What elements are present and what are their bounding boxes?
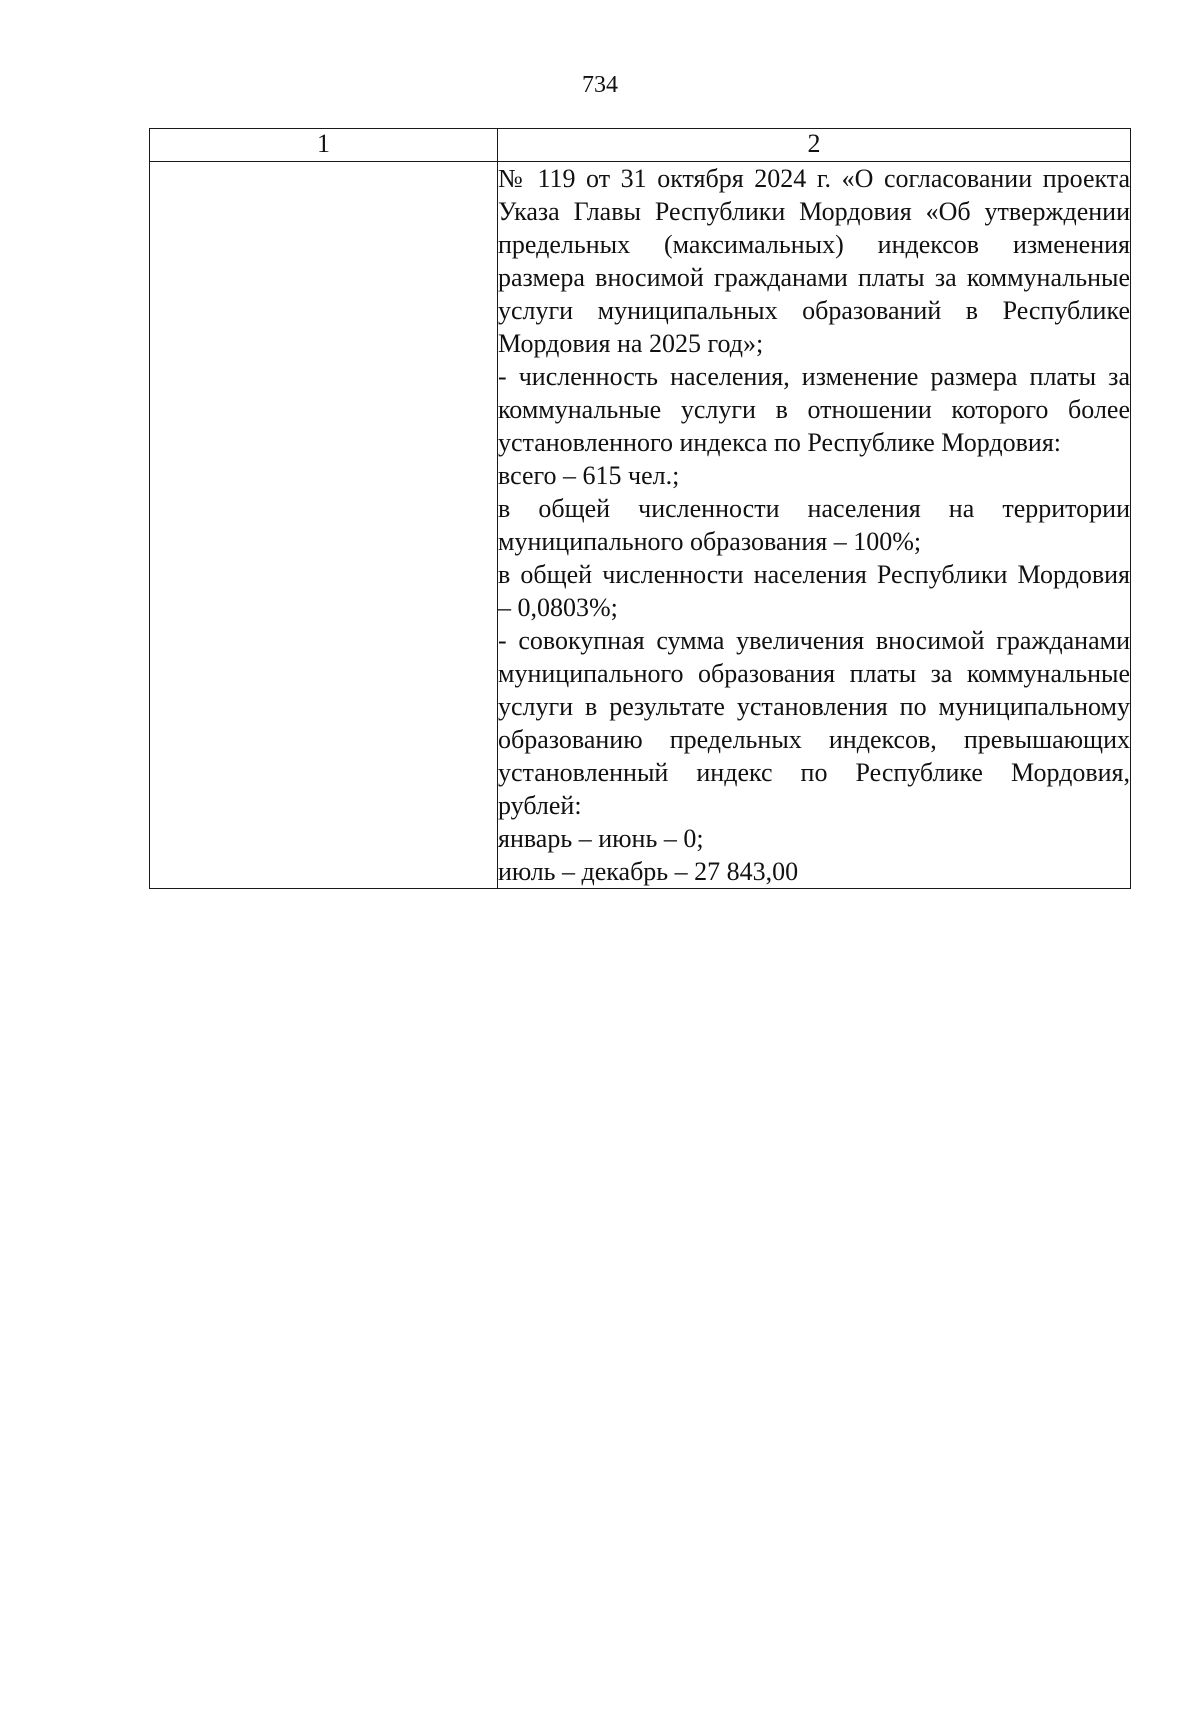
table-row — [150, 162, 1131, 889]
column-header-2: 2 — [498, 129, 1131, 162]
column-header-1: 1 — [150, 129, 498, 162]
population-total-line: всего – 615 чел.; — [498, 461, 680, 490]
share-municipal-line: в общей численности населения на территории муниципального образования – 100%; — [498, 494, 1130, 556]
cell-column-2 — [498, 162, 1131, 889]
share-republic-line: в общей численности населения Республики Мордовия – 0,0803%; — [498, 560, 1130, 622]
decree-reference-paragraph: № 119 от 31 октября 2024 г. «О согласовании проекта Указа Главы Республики Мордовия «Об утверждении предельных (максимальных) индексов изменения размера вносимой гражданами платы за коммунальные услуги муниципальных образований в Республике Мордовия на 2025 год»; — [498, 164, 1130, 358]
table-header-row — [150, 129, 1131, 162]
document-table — [149, 128, 1131, 889]
population-heading-paragraph: - численность населения, изменение размера платы за коммунальные услуги в отношении которого более установленного индекса по Республике Мордовия: — [498, 362, 1130, 457]
page-number: 734 — [582, 72, 618, 98]
cell-column-1 — [150, 162, 498, 889]
january-june-line: январь – июнь – 0; — [498, 824, 704, 853]
total-increase-paragraph: - совокупная сумма увеличения вносимой гражданами муниципального образования платы за коммунальные услуги в результате установления по муниципальному образованию предельных индексов, превышающих установленный индекс по Республике Мордовия, рублей: — [498, 626, 1130, 820]
july-december-line: июль – декабрь – 27 843,00 — [498, 857, 799, 886]
